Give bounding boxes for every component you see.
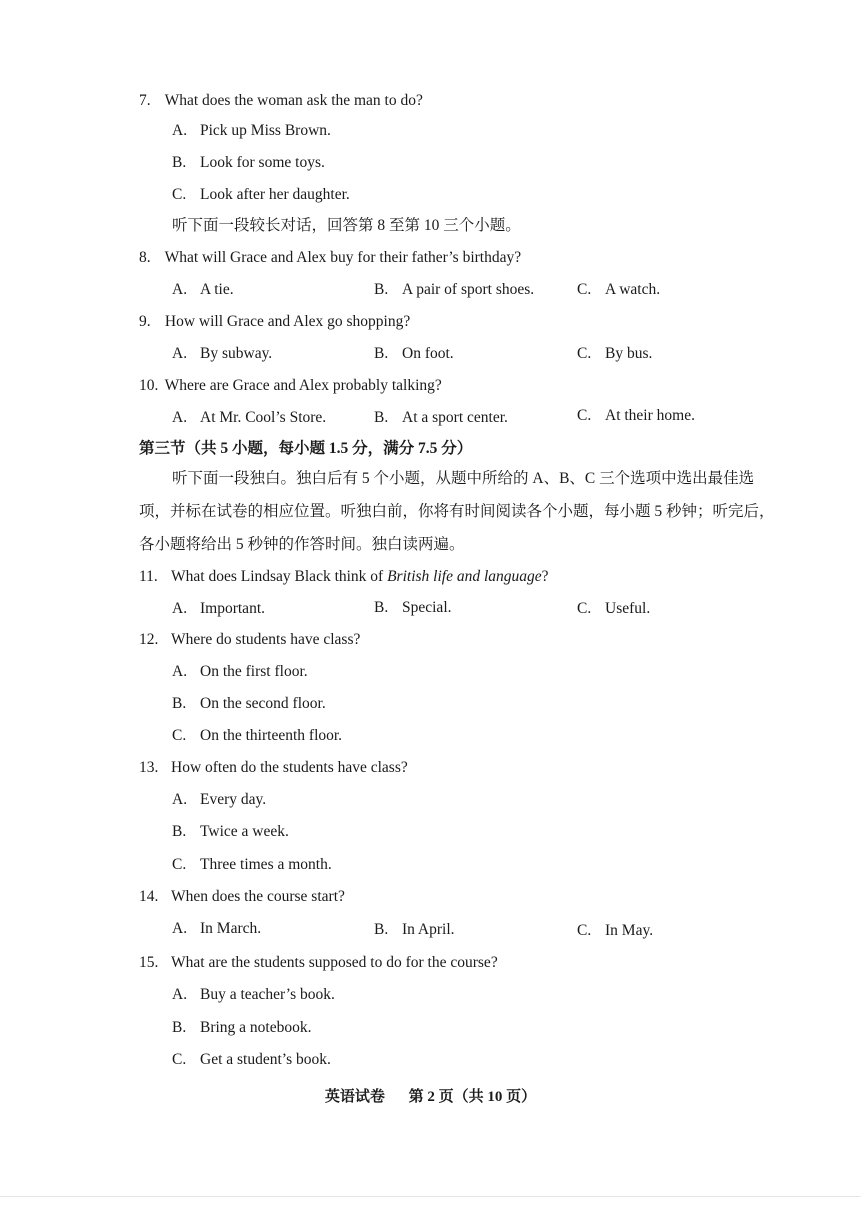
option-letter: A. xyxy=(172,791,188,808)
section-instruction-line-1: 听下面一段独白。独白后有 5 个小题，从题中所给的 A、B、C 三个选项中选出最佳选 xyxy=(172,470,755,487)
question-15 xyxy=(139,953,498,973)
question-text: Where are Grace and Alex probably talking? xyxy=(164,377,442,394)
question-13 xyxy=(139,758,408,778)
question-text: How will Grace and Alex go shopping? xyxy=(164,313,411,330)
option-letter: C. xyxy=(577,407,592,424)
option-letter: A. xyxy=(172,409,188,426)
section-title: 第三节（共 5 小题，每小题 1.5 分，满分 7.5 分） xyxy=(139,440,473,457)
option-letter: C. xyxy=(577,600,592,617)
question-text: What does Lindsay Black think of xyxy=(171,568,388,585)
option-letter: B. xyxy=(374,345,389,362)
option-b xyxy=(172,153,325,173)
option-letter: A. xyxy=(172,986,188,1003)
option-b xyxy=(172,822,289,842)
option-letter: B. xyxy=(172,1019,187,1036)
option-letter: A. xyxy=(172,920,188,937)
option-text: On the second floor. xyxy=(200,695,326,712)
option-c xyxy=(577,280,660,300)
option-text: Look after her daughter. xyxy=(200,186,350,203)
option-letter: B. xyxy=(374,281,389,298)
option-letter: B. xyxy=(374,921,389,938)
option-text: On the first floor. xyxy=(200,663,308,680)
question-14 xyxy=(139,887,345,907)
option-text: By bus. xyxy=(605,345,653,362)
question-number: 9. xyxy=(139,313,151,330)
question-number: 7. xyxy=(139,92,151,109)
option-text: Look for some toys. xyxy=(200,154,325,171)
option-text: Important. xyxy=(200,600,265,617)
option-letter: C. xyxy=(577,922,592,939)
option-b xyxy=(374,598,452,618)
option-text: At their home. xyxy=(605,407,695,424)
option-text: In April. xyxy=(402,921,455,938)
option-c xyxy=(172,726,342,746)
option-c xyxy=(577,599,650,619)
question-text-end: ? xyxy=(541,568,549,585)
option-text: Every day. xyxy=(200,791,267,808)
option-letter: A. xyxy=(172,122,188,139)
option-b xyxy=(172,1018,312,1038)
option-text: In May. xyxy=(605,922,654,939)
option-a xyxy=(172,985,335,1005)
option-letter: C. xyxy=(172,856,187,873)
option-a xyxy=(172,344,272,364)
question-number: 15. xyxy=(139,954,159,971)
option-text: A pair of sport shoes. xyxy=(402,281,535,298)
option-letter: C. xyxy=(172,186,187,203)
option-text: In March. xyxy=(200,920,262,937)
option-b xyxy=(172,694,326,714)
option-letter: C. xyxy=(172,1051,187,1068)
question-9 xyxy=(139,312,410,332)
option-b xyxy=(374,280,534,300)
option-c xyxy=(577,921,653,941)
page-footer xyxy=(0,1085,861,1106)
option-a xyxy=(172,919,261,939)
option-letter: A. xyxy=(172,281,188,298)
option-letter: C. xyxy=(577,281,592,298)
option-text: A watch. xyxy=(605,281,661,298)
question-number: 10. xyxy=(139,377,159,394)
option-c xyxy=(172,185,350,205)
question-text: What are the students supposed to do for the course? xyxy=(171,954,498,971)
option-text: On the thirteenth floor. xyxy=(200,727,343,744)
footer-page-number: 第 2 页（共 10 页） xyxy=(408,1089,537,1105)
option-c xyxy=(577,406,695,426)
option-a xyxy=(172,408,326,428)
option-text: By subway. xyxy=(200,345,273,362)
question-number: 14. xyxy=(139,888,159,905)
option-a xyxy=(172,280,234,300)
option-text: A tie. xyxy=(200,281,234,298)
option-text: Special. xyxy=(402,599,452,616)
question-text-italic: British life and language xyxy=(387,568,542,585)
option-text: Three times a month. xyxy=(200,856,332,873)
question-text: Where do students have class? xyxy=(171,631,361,648)
option-text: At a sport center. xyxy=(402,409,508,426)
question-8 xyxy=(139,248,521,268)
option-text: Buy a teacher’s book. xyxy=(200,986,335,1003)
footer-subject: 英语试卷 xyxy=(324,1089,385,1105)
question-12 xyxy=(139,630,360,650)
question-text: What will Grace and Alex buy for their father’s birthday? xyxy=(164,249,522,266)
option-letter: C. xyxy=(577,345,592,362)
section-instruction-line-3: 各小题将给出 5 秒钟的作答时间。独白读两遍。 xyxy=(139,536,465,553)
option-b xyxy=(374,408,508,428)
option-letter: B. xyxy=(172,695,187,712)
option-text: Get a student’s book. xyxy=(200,1051,331,1068)
question-text: What does the woman ask the man to do? xyxy=(164,92,423,109)
option-text: Twice a week. xyxy=(200,823,289,840)
option-text: Useful. xyxy=(605,600,651,617)
option-a xyxy=(172,599,265,619)
option-c xyxy=(172,1050,331,1070)
option-text: At Mr. Cool’s Store. xyxy=(200,409,327,426)
option-letter: A. xyxy=(172,600,188,617)
option-a xyxy=(172,121,331,141)
option-a xyxy=(172,790,266,810)
question-number: 13. xyxy=(139,759,159,776)
bottom-divider xyxy=(0,1196,861,1197)
question-number: 11. xyxy=(139,568,158,585)
option-b xyxy=(374,920,455,940)
option-text: Pick up Miss Brown. xyxy=(200,122,331,139)
option-text: Bring a notebook. xyxy=(200,1019,312,1036)
option-letter: A. xyxy=(172,345,188,362)
option-letter: B. xyxy=(172,154,187,171)
question-7 xyxy=(139,91,423,111)
option-letter: C. xyxy=(172,727,187,744)
option-text: On foot. xyxy=(402,345,454,362)
option-b xyxy=(374,344,454,364)
listening-instruction: 听下面一段较长对话，回答第 8 至第 10 三个小题。 xyxy=(172,217,521,234)
option-a xyxy=(172,662,308,682)
option-c xyxy=(577,344,652,364)
question-text: When does the course start? xyxy=(171,888,345,905)
question-number: 8. xyxy=(139,249,151,266)
option-letter: B. xyxy=(374,599,389,616)
option-letter: A. xyxy=(172,663,188,680)
question-number: 12. xyxy=(139,631,159,648)
option-letter: B. xyxy=(374,409,389,426)
question-10 xyxy=(139,376,442,396)
option-letter: B. xyxy=(172,823,187,840)
question-11 xyxy=(139,567,549,587)
option-c xyxy=(172,855,332,875)
section-instruction-line-2: 项，并标在试卷的相应位置。听独白前，你将有时间阅读各个小题，每小题 5 秒钟；听完后， xyxy=(139,503,775,520)
question-text: How often do the students have class? xyxy=(171,759,408,776)
